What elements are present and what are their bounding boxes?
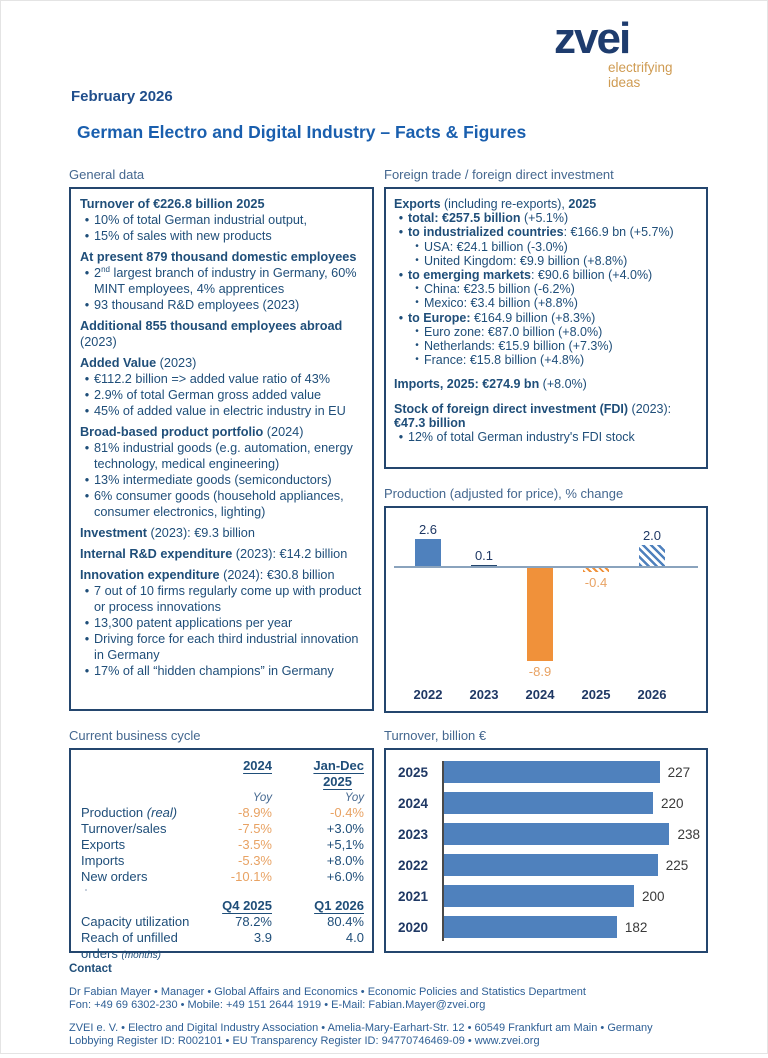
y-tick-label: 2020: [398, 919, 429, 935]
table-row: Turnover/sales -7.5% +3.0%: [81, 821, 364, 836]
business-cycle-table: [69, 748, 374, 961]
zvei-logo-tagline: [608, 61, 673, 90]
association-address-line: ZVEI e. V. • Electro and Digital Industry Association • Amelia-Mary-Earhart-Str. 12 • 60549 Frankfurt am Main • Germany: [69, 1021, 653, 1034]
bullet-item: • to emerging markets: €90.6 billion (+4.0%): [394, 268, 698, 282]
y-tick-label: 2024: [398, 795, 429, 811]
business-cycle-section: [69, 728, 374, 961]
bullet-item: • 13% intermediate goods (semiconductors): [80, 472, 363, 488]
production-bar-group-2023: [456, 510, 512, 685]
bar-2025-forecast: [583, 568, 609, 572]
production-bar-group-2024: [512, 510, 568, 685]
contact-heading: Contact: [69, 963, 112, 975]
foreign-trade-label: Foreign trade / foreign direct investment: [384, 167, 614, 182]
document-date: February 2026: [71, 88, 173, 105]
bullet-item: • 2nd largest branch of industry in Germany, 60% MINT employees, 4% apprentices: [80, 265, 363, 297]
stray-mark: [85, 889, 87, 891]
y-axis-line: [442, 761, 444, 941]
heading-innovation: Innovation expenditure (2024): €30.8 billion: [80, 568, 335, 582]
x-tick-label: 2024: [525, 687, 555, 702]
data-label: 182: [624, 919, 648, 935]
x-tick-label: 2025: [581, 687, 611, 702]
bullet-item: • 7 out of 10 firms regularly come up with product or process innovations: [80, 583, 363, 615]
column-header-q1-2026: Q1 2026: [314, 898, 364, 913]
bullet-subitem: • Mexico: €3.4 billion (+8.8%): [394, 296, 698, 310]
column-header-q4-2025: Q4 2025: [222, 898, 272, 913]
table-row: Production (real) -8.9% -0.4%: [81, 805, 364, 820]
bar-2022: [415, 539, 441, 566]
zvei-logo: [554, 14, 673, 90]
y-tick-label: 2021: [398, 888, 429, 904]
production-bar-group-2022: [400, 510, 456, 685]
quarter-header-row: [81, 898, 364, 914]
heading-portfolio: Broad-based product portfolio (2024): [80, 425, 304, 439]
table-row: New orders -10.1% +6.0%: [81, 869, 364, 884]
business-cycle-label: Current business cycle: [69, 728, 201, 743]
general-data-section: [69, 167, 374, 711]
bar-2023: [471, 565, 497, 567]
x-tick-label: 2023: [469, 687, 499, 702]
foreign-trade-box: [384, 187, 708, 469]
data-label: 220: [661, 795, 684, 811]
production-chart-section: [384, 486, 708, 713]
bullet-subitem: • United Kingdom: €9.9 billion (+8.8%): [394, 254, 698, 268]
production-bar-group-2026: [624, 510, 680, 685]
data-label: 225: [665, 857, 689, 873]
heading-fdi: Stock of foreign direct investment (FDI) (2023): €47.3 billion: [394, 401, 672, 430]
turnover-chart-section: [384, 728, 708, 953]
bullet-item: • 45% of added value in electric industry in EU: [80, 403, 363, 419]
bullet-subitem: • Netherlands: €15.9 billion (+7.3%): [394, 339, 698, 353]
data-label: 227: [667, 764, 691, 780]
bullet-item: • 12% of total German industry's FDI stock: [394, 430, 698, 444]
bullet-item: • 13,300 patent applications per year: [80, 615, 363, 631]
bar-2020: [444, 916, 617, 938]
y-tick-label: 2025: [398, 764, 429, 780]
bar-2025: [444, 761, 660, 783]
production-bar-group-2025: [568, 510, 624, 685]
data-label: 200: [642, 888, 665, 904]
heading-employees: At present 879 thousand domestic employees: [80, 250, 357, 264]
column-header-jandec-2025: Jan-Dec 2025: [313, 758, 364, 789]
bullet-subitem: • Euro zone: €87.0 billion (+8.0%): [394, 325, 698, 339]
data-label: 0.1: [474, 547, 494, 563]
bar-2023: [443, 823, 669, 845]
y-tick-label: 2022: [398, 857, 429, 873]
heading-imports: Imports, 2025: €274.9 bn (+8.0%): [394, 377, 587, 392]
production-plot-area: [386, 510, 706, 685]
zvei-logo-wordmark: zvei: [554, 14, 630, 63]
bullet-item: • 6% consumer goods (household appliances, consumer electronics, lighting): [80, 488, 363, 520]
table-row: Reach of unfilled orders (months) 3.9 4.0: [81, 930, 364, 961]
table-row: Exports -3.5% +5,1%: [81, 837, 364, 852]
bullet-item: • 81% industrial goods (e.g. automation, energy technology, medical engineering): [80, 440, 363, 472]
bar-2021: [444, 885, 634, 907]
bullet-item: • 2.9% of total German gross added value: [80, 387, 363, 403]
table-row: Imports -5.3% +8.0%: [81, 853, 364, 868]
column-header-2024: 2024: [243, 758, 272, 773]
heading-added-value: Added Value (2023): [80, 356, 197, 370]
general-data-box: [69, 187, 374, 711]
bar-2026-forecast: [639, 545, 665, 566]
bullet-item: • 15% of sales with new products: [80, 228, 363, 244]
turnover-chart: [384, 748, 708, 953]
bullet-item: • to Europe: €164.9 billion (+8.3%): [394, 311, 698, 325]
bar-2024: [444, 792, 653, 814]
tagline-line2: ideas: [608, 74, 641, 90]
bullet-subitem: • USA: €24.1 billion (-3.0%): [394, 240, 698, 254]
contact-section: [69, 963, 717, 1058]
bullet-subitem: • China: €23.5 billion (-6.2%): [394, 282, 698, 296]
table-header-row: [81, 758, 364, 790]
production-chart-label: Production (adjusted for price), % change: [384, 486, 624, 501]
contact-phone-email-line: Fon: +49 69 6302-230 • Mobile: +49 151 2644 1919 • E-Mail: Fabian.Mayer@zvei.org: [69, 999, 486, 1011]
data-label: -0.4: [584, 575, 608, 591]
heading-turnover: Turnover of €226.8 billion 2025: [80, 197, 265, 211]
x-tick-label: 2026: [637, 687, 667, 702]
bullet-item: • 10% of total German industrial output,: [80, 212, 363, 228]
page-title: German Electro and Digital Industry – Facts & Figures: [77, 122, 527, 142]
heading-investment: Investment (2023): €9.3 billion: [80, 526, 255, 540]
bullet-item: • total: €257.5 billion (+5.1%): [394, 211, 698, 225]
x-tick-label: 2022: [413, 687, 443, 702]
heading-rd-expenditure: Internal R&D expenditure (2023): €14.2 billion: [80, 547, 348, 561]
bullet-item: • to industrialized countries: €166.9 bn (+5.7%): [394, 225, 698, 239]
production-x-axis: [386, 687, 706, 702]
tagline-line1: electrifying: [608, 60, 673, 75]
data-label: -8.9: [528, 664, 552, 680]
bar-2022: [444, 854, 658, 876]
data-label: 238: [677, 826, 700, 842]
general-data-label: General data: [69, 167, 145, 182]
production-chart: [384, 506, 708, 713]
foreign-trade-section: [384, 167, 708, 469]
table-row: Capacity utilization 78.2% 80.4%: [81, 914, 364, 929]
yoy-subheader-row: Yoy Yoy: [252, 792, 364, 804]
y-tick-label: 2023: [398, 826, 429, 842]
bullet-item: • €112.2 billion => added value ratio of 43%: [80, 371, 363, 387]
register-ids-line: Lobbying Register ID: R002101 • EU Transparency Register ID: 94770746469-09 • www.zvei.org: [69, 1035, 540, 1047]
bullet-item: • 17% of all “hidden champions” in Germany: [80, 663, 363, 679]
data-label: 2.0: [642, 528, 662, 543]
bar-2024: [527, 568, 553, 661]
heading-exports: Exports (including re-exports), 2025: [394, 197, 597, 211]
heading-employees-abroad: Additional 855 thousand employees abroad (2023): [80, 319, 343, 349]
contact-person-line: Dr Fabian Mayer • Manager • Global Affairs and Economics • Economic Policies and Statistics Department: [69, 985, 586, 998]
bullet-subitem: • France: €15.8 billion (+4.8%): [394, 353, 698, 367]
data-label: 2.6: [418, 521, 438, 537]
turnover-chart-label: Turnover, billion €: [384, 728, 487, 743]
bullet-item: • Driving force for each third industrial innovation in Germany: [80, 631, 363, 663]
bullet-item: • 93 thousand R&D employees (2023): [80, 297, 363, 313]
